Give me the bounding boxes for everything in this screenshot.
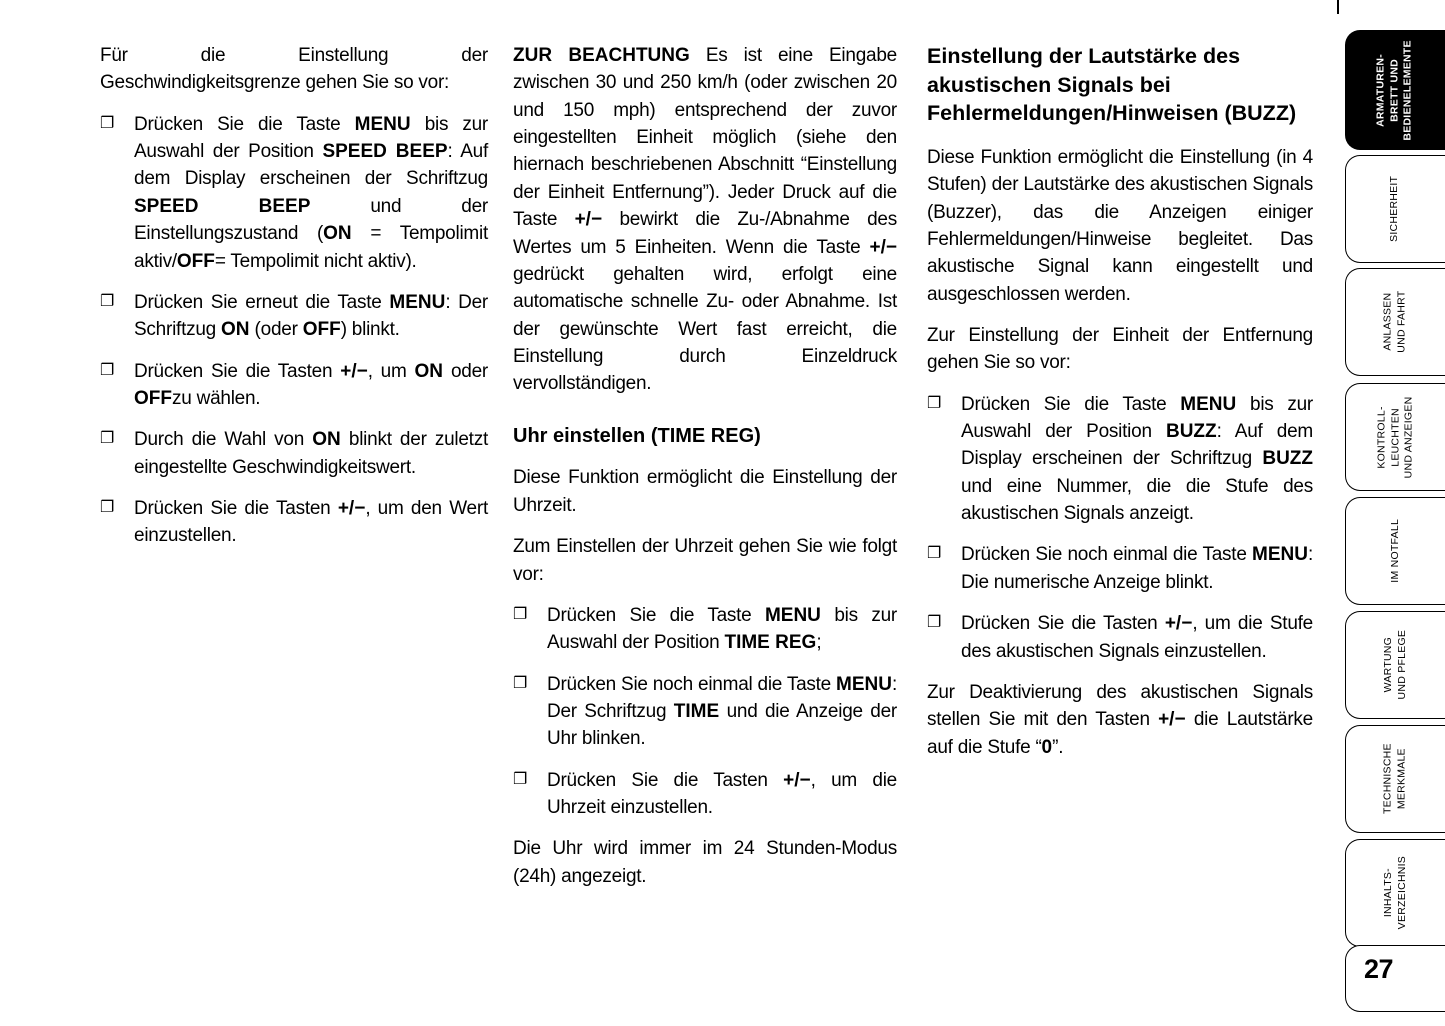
paragraph: Die Uhr wird immer im 24 Stunden-Modus (24h) angezeigt. (513, 838, 897, 887)
list-item-text: Drücken Sie die Tasten +/−, um die Stufe des akustischen Signals einzustellen. (961, 613, 1313, 662)
list-item (100, 111, 488, 275)
paragraph: Für die Einstellung der Geschwindigkeitsgrenze gehen Sie so vor: (100, 45, 488, 94)
column-time-reg (513, 42, 897, 904)
section-tab-sicherheit (1345, 155, 1445, 263)
square-bullet-icon: ❐ (100, 114, 115, 132)
list-item (513, 767, 897, 822)
list-item-text: Drücken Sie noch einmal die Taste MENU: Der Schriftzug TIME und die Anzeige der Uhr blinken. (547, 673, 898, 750)
section-tab-label: KONTROLL- LEUCHTEN UND ANZEIGEN (1375, 396, 1415, 478)
list-item-text: Drücken Sie die Tasten +/−, um den Wert einzustellen. (134, 498, 488, 547)
section-tab-armaturen-brett-und-bedienelemente (1345, 30, 1445, 150)
section-tab-anlassen-und-fahrt (1345, 268, 1445, 376)
list-item-text: Durch die Wahl von ON blinkt der zuletzt eingestellte Geschwindigkeitswert. (134, 429, 488, 478)
section-tab-inhalts-verzeichnis (1345, 839, 1445, 947)
section-tab-technische-merkmale (1345, 725, 1445, 833)
column-buzz (927, 42, 1313, 775)
section-tab-label: WARTUNG UND PFLEGE (1381, 630, 1408, 700)
square-bullet-icon: ❐ (100, 292, 115, 310)
list-item (513, 602, 897, 657)
paragraph: Diese Funktion ermöglicht die Einstellung der Uhrzeit. (513, 467, 897, 516)
square-bullet-icon: ❐ (100, 499, 115, 517)
square-bullet-icon: ❐ (927, 545, 942, 563)
section-tab-label: INHALTS- VERZEICHNIS (1381, 856, 1408, 930)
square-bullet-icon: ❐ (513, 674, 528, 692)
page-edge-line (1337, 0, 1339, 14)
square-bullet-icon: ❐ (513, 770, 528, 788)
square-bullet-icon: ❐ (100, 361, 115, 379)
list-item-text: Drücken Sie die Taste MENU bis zur Auswahl der Position BUZZ: Auf dem Display erscheinen der Schriftzug BUZZ und eine Nummer, die die Stufe des akustischen Signals anzeigt. (961, 393, 1313, 525)
square-bullet-icon: ❐ (513, 605, 528, 623)
list-item-text: Drücken Sie die Taste MENU bis zur Auswahl der Position TIME REG; (547, 604, 897, 654)
paragraph: Zur Deaktivierung des akustischen Signals stellen Sie mit den Tasten +/− die Lautstärke auf die Stufe “0”. (927, 681, 1313, 758)
section-heading: Uhr einstellen (TIME REG) (513, 424, 761, 447)
list-item-text: Drücken Sie noch einmal die Taste MENU: Die numerische Anzeige blinkt. (961, 544, 1313, 593)
section-tab-label: TECHNISCHE MERKMALE (1381, 743, 1408, 815)
list-item-text: Drücken Sie erneut die Taste MENU: Der Schriftzug ON (oder OFF) blinkt. (134, 291, 488, 341)
section-tab-wartung-und-pflege (1345, 611, 1445, 719)
page-number-box (1345, 945, 1445, 1012)
section-tab-label: IM NOTFALL (1388, 519, 1401, 583)
list-item (927, 610, 1313, 665)
list-item-text: Drücken Sie die Taste MENU bis zur Auswahl der Position SPEED BEEP: Auf dem Display erscheinen der Schriftzug SPEED BEEP und der Einstellungszustand (ON = Tempolimit aktiv/OFF= Tempolimit nicht aktiv). (134, 113, 489, 272)
square-bullet-icon: ❐ (100, 430, 115, 448)
page-number: 27 (1364, 954, 1394, 984)
list-item (100, 289, 488, 344)
section-tab-label: SICHERHEIT (1388, 175, 1401, 243)
section-tab-label: ARMATUREN- BRETT UND BEDIENELEMENTE (1375, 39, 1415, 141)
list-item (927, 391, 1313, 528)
paragraph: Zur Einstellung der Einheit der Entfernung gehen Sie so vor: (927, 324, 1313, 374)
list-item (100, 495, 488, 550)
list-item-text: Drücken Sie die Tasten +/−, um ON oder OFFzu wählen. (134, 360, 488, 409)
paragraph: Diese Funktion ermöglicht die Einstellung (in 4 Stufen) der Lautstärke des akustischen Signals (Buzzer), das die Anzeigen einiger Fehlermeldungen/Hinweise begleitet. Das akustische Signal kann eingestellt und ausgeschlossen werden. (927, 146, 1313, 305)
list-item-text: Drücken Sie die Tasten +/−, um die Uhrzeit einzustellen. (547, 769, 897, 819)
section-tab-im-notfall (1345, 497, 1445, 605)
list-item (100, 358, 488, 413)
section-title: Einstellung der Lautstärke des akustischen Signals bei Fehlermeldungen/Hinweisen (BUZZ) (927, 44, 1297, 126)
section-tab-label: ANLASSEN UND FAHRT (1381, 290, 1408, 354)
square-bullet-icon: ❐ (927, 394, 942, 412)
list-item (513, 671, 897, 753)
paragraph: ZUR BEACHTUNG Es ist eine Eingabe zwischen 30 und 250 km/h (oder zwischen 20 und 150 mph) entsprechend der zuvor eingestellten Einheit möglich (siehe den hiernach beschriebenen Abschnitt “Einstellung der Einheit Entfernung”). Jeder Druck auf die Taste +/− bewirkt die Zu-/Abnahme des Wertes um 5 Einheiten. Wenn die Taste +/− gedrückt gehalten wird, erfolgt eine automatische schnelle Zu- oder Abnahme. Ist der gewünschte Wert fast erreicht, die Einstellung durch Einzeldruck vervollständigen. (513, 45, 897, 395)
column-speed-beep (100, 42, 488, 564)
list-item (927, 541, 1313, 596)
square-bullet-icon: ❐ (927, 614, 942, 632)
paragraph: Zum Einstellen der Uhrzeit gehen Sie wie folgt vor: (513, 536, 897, 585)
section-tab-kontroll-leuchten-und-anzeigen (1345, 383, 1445, 491)
list-item (100, 426, 488, 481)
